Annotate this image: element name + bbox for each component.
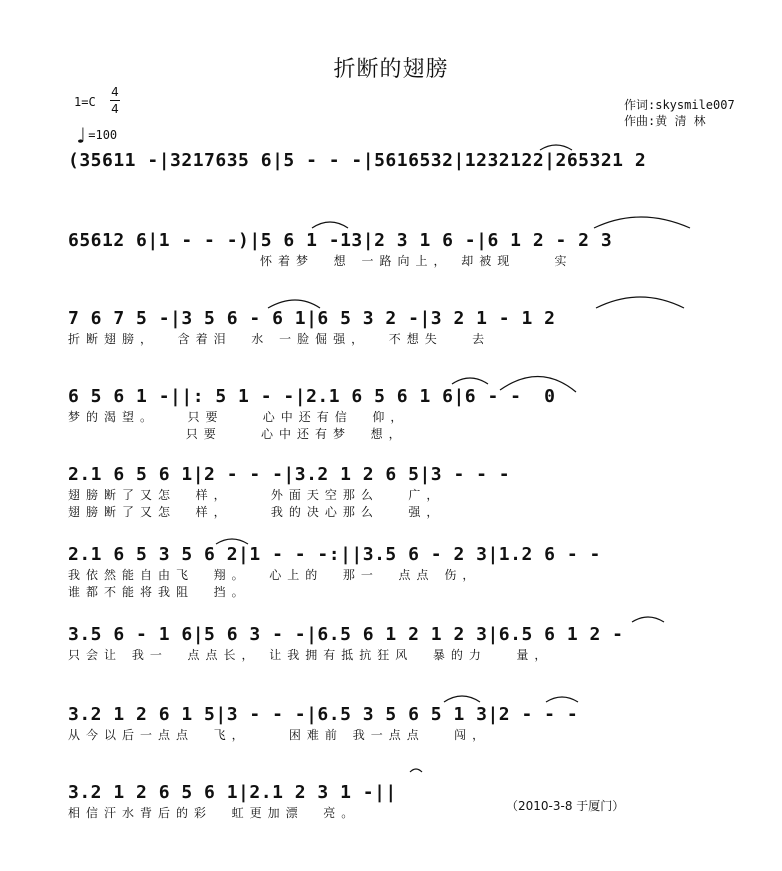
- time-signature-bottom: 4: [111, 102, 119, 116]
- composer: 作曲:黄 清 林: [624, 114, 706, 128]
- fermata-icon: [410, 769, 422, 772]
- slur-mark: [594, 217, 690, 228]
- lyrics-line-2: 谁都不能将我阻 挡。: [68, 585, 250, 599]
- notes-line: 3.2 1 2 6 1 5|3 - - -|6.5 3 5 6 5 1 3|2 - - -: [68, 704, 579, 725]
- date-note: （2010-3-8 于厦门）: [506, 799, 625, 813]
- slur-mark: [546, 697, 578, 702]
- slur-mark: [500, 376, 576, 392]
- lyrics-line-2: 翅膀断了又怎 样， 我的决心那么 强，: [68, 505, 445, 519]
- lyrics-line-1: 怀着梦 想 一路向上， 却被现 实: [260, 254, 573, 268]
- time-signature-top: 4: [111, 85, 119, 99]
- quarter-note-icon: ♩: [74, 124, 88, 149]
- lyrics-line-2: 只要 心中还有梦 想，: [68, 427, 407, 441]
- lyrics-line-1: 折断翅膀， 含着泪 水 一脸倔强， 不想失 去: [68, 332, 491, 346]
- lyrics-line-1: 从今以后一点点 飞， 困难前 我一点点 闯，: [68, 728, 491, 742]
- lyrics-line-1: 梦的渴望。 只要 心中还有信 仰，: [68, 410, 409, 424]
- notes-line: (35611 -|3217635 6|5 - - -|5616532|1232122|265321 2: [68, 150, 647, 171]
- notes-line: 65612 6|1 - - -)|5 6 1 -13|2 3 1 6 -|6 1 2 - 2 3: [68, 230, 613, 251]
- tempo-value: =100: [88, 128, 118, 142]
- notes-line: 2.1 6 5 6 1|2 - - -|3.2 1 2 6 5|3 - - -: [68, 464, 511, 485]
- key-signature: 1=C: [74, 95, 96, 109]
- lyrics-line-1: 我依然能自由飞 翔。 心上的 那一 点点 伤，: [68, 568, 481, 582]
- lyrics-line-1: 只会让 我一 点点长， 让我拥有抵抗狂风 暴的力 量，: [68, 648, 553, 662]
- notes-line: 2.1 6 5 3 5 6 2|1 - - -:||3.5 6 - 2 3|1.2 6 - -: [68, 544, 601, 565]
- slur-mark: [268, 300, 320, 308]
- tie-mark: [540, 145, 572, 150]
- slur-mark: [216, 539, 248, 544]
- notes-line: 3.5 6 - 1 6|5 6 3 - -|6.5 6 1 2 1 2 3|6.5 6 1 2 -: [68, 624, 624, 645]
- lyricist: 作词:skysmile007: [624, 98, 735, 112]
- song-title: 折断的翅膀: [333, 57, 449, 82]
- slur-mark: [596, 297, 684, 308]
- slur-mark: [452, 378, 488, 384]
- lyrics-line-1: 相信汗水背后的彩 虹更加漂 亮。: [68, 806, 360, 820]
- slur-mark: [632, 617, 664, 622]
- slur-mark: [444, 696, 480, 702]
- notes-line: 6 5 6 1 -||: 5 1 - -|2.1 6 5 6 1 6|6 - - 0: [68, 386, 556, 407]
- slur-mark: [312, 222, 348, 228]
- notes-line: 7 6 7 5 -|3 5 6 - 6 1|6 5 3 2 -|3 2 1 - 1 2: [68, 308, 556, 329]
- lyrics-line-1: 翅膀断了又怎 样， 外面天空那么 广，: [68, 488, 445, 502]
- notes-line: 3.2 1 2 6 5 6 1|2.1 2 3 1 -||: [68, 782, 397, 803]
